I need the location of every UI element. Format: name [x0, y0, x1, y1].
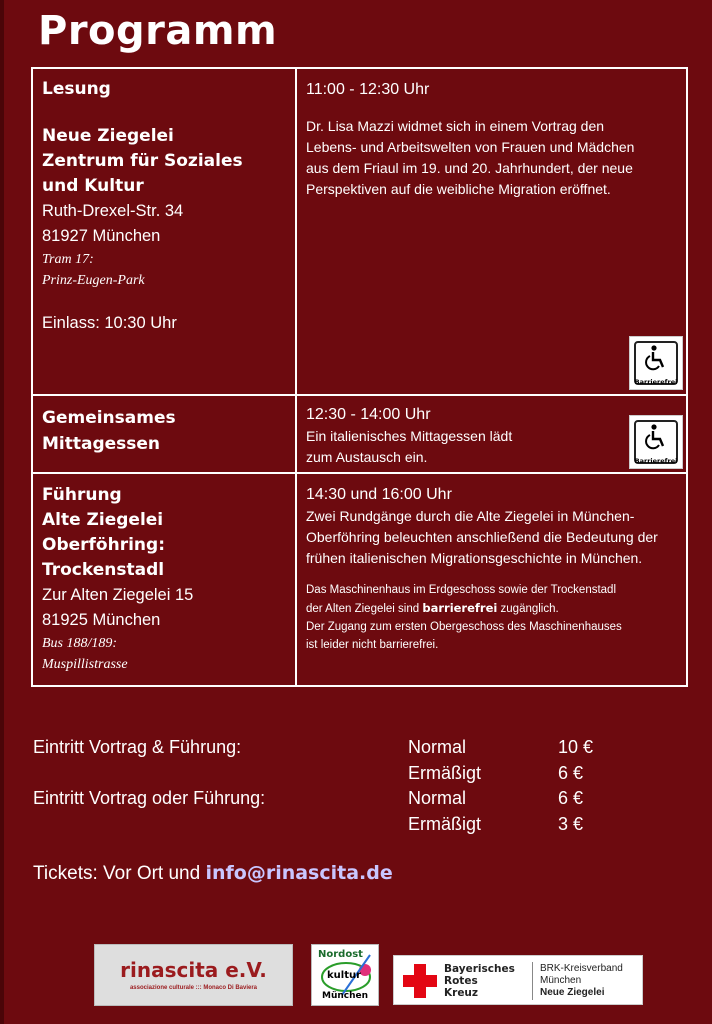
accessibility-note: ist leider nicht barrierefrei. — [306, 639, 439, 651]
brk-org-line: Rotes — [444, 975, 478, 987]
red-cross-icon — [403, 964, 437, 998]
transit-line: Muspillistrasse — [42, 657, 128, 672]
description-line: frühen italienischen Migrationsgeschichte in München. — [306, 550, 643, 566]
brk-logo — [393, 955, 643, 1005]
badge-label: Barrierefrei — [634, 457, 678, 465]
wheelchair-accessible-badge — [629, 336, 683, 390]
event-time: 12:30 - 14:00 Uhr — [306, 406, 431, 423]
description-line: Dr. Lisa Mazzi widmet sich in einem Vortrag den — [306, 118, 605, 134]
event-heading: Führung — [42, 485, 122, 505]
logo-divider — [532, 962, 533, 1000]
page-title: Programm — [38, 8, 278, 54]
address-line: 81925 München — [42, 611, 161, 629]
price-amount: 3 € — [558, 814, 584, 834]
tickets-text: Tickets: Vor Ort und — [33, 863, 206, 884]
accessibility-note: Das Maschinenhaus im Erdgeschoss sowie der Trockenstadl — [306, 584, 617, 596]
description-line: Ein italienisches Mittagessen lädt — [306, 428, 513, 444]
transit-line: Tram 17: — [42, 252, 94, 267]
accessibility-note — [306, 599, 686, 618]
mittagessen-info-cell — [42, 405, 292, 469]
brk-unit-name — [540, 963, 623, 999]
description-line: Zwei Rundgänge durch die Alte Ziegelei in München- — [306, 508, 635, 524]
nordost-middle-text: kultur — [327, 970, 362, 981]
wheelchair-icon — [636, 422, 676, 452]
description-line: Perspektiven auf die weibliche Migration eröffnet. — [306, 181, 611, 197]
brk-org-line: Bayerisches — [444, 963, 515, 975]
transit-line: Prinz-Eugen-Park — [42, 273, 145, 288]
column-divider — [295, 69, 297, 685]
note-emphasis: barrierefrei — [422, 601, 498, 615]
rinascita-logo — [94, 944, 293, 1006]
row-divider — [33, 472, 686, 474]
event-heading: Lesung — [42, 79, 111, 99]
admission-time: Einlass: 10:30 Uhr — [42, 314, 177, 332]
page-edge — [0, 0, 4, 1024]
description-line: aus dem Friaul im 19. und 20. Jahrhundert, der neue — [306, 160, 633, 176]
brk-unit-line: Neue Ziegelei — [540, 987, 605, 998]
rinascita-name: rinascita e.V. — [120, 958, 267, 982]
venue-line: und Kultur — [42, 176, 144, 196]
mittagessen-details-cell — [306, 404, 626, 470]
venue-line: Trockenstadl — [42, 560, 165, 580]
accessibility-note: Der Zugang zum ersten Obergeschoss des Maschinenhauses — [306, 621, 622, 633]
price-amount: 10 € — [558, 737, 594, 757]
price-label: Eintritt Vortrag & Führung: — [33, 737, 242, 757]
price-tier: Normal — [408, 788, 467, 808]
email-link[interactable]: info@rinascita.de — [205, 862, 393, 884]
nordost-kultur-logo — [311, 944, 379, 1006]
event-heading: Mittagessen — [42, 434, 161, 454]
event-time: 14:30 und 16:00 Uhr — [306, 486, 452, 503]
row-divider — [33, 394, 686, 396]
wheelchair-icon — [636, 343, 676, 373]
brk-unit-line: München — [540, 975, 582, 986]
address-line: 81927 München — [42, 227, 161, 245]
venue-line: Oberföhring: — [42, 535, 165, 555]
description-line: Lebens- und Arbeitswelten von Frauen und Mädchen — [306, 139, 635, 155]
tickets-line — [33, 862, 393, 885]
nordost-top-text: Nordost — [318, 949, 363, 960]
venue-line: Zentrum für Soziales — [42, 151, 243, 171]
note-text: zugänglich. — [497, 603, 559, 615]
venue-line: Neue Ziegelei — [42, 126, 174, 146]
price-tier: Ermäßigt — [408, 814, 482, 834]
rinascita-tagline: associazione culturale ::: Monaco Di Baviera — [129, 985, 258, 991]
wheelchair-accessible-badge — [629, 415, 683, 469]
price-label: Eintritt Vortrag oder Führung: — [33, 788, 266, 808]
fuehrung-info-cell — [42, 483, 292, 683]
brk-org-line: Kreuz — [444, 987, 479, 999]
lesung-info-cell — [42, 77, 292, 392]
address-line: Ruth-Drexel-Str. 34 — [42, 202, 184, 220]
price-amount: 6 € — [558, 788, 584, 808]
event-heading: Gemeinsames — [42, 408, 176, 428]
price-amount: 6 € — [558, 763, 584, 783]
badge-label: Barrierefrei — [634, 378, 678, 386]
address-line: Zur Alten Ziegelei 15 — [42, 586, 194, 604]
price-tier: Normal — [408, 737, 467, 757]
program-table — [31, 67, 688, 687]
note-text: der Alten Ziegelei sind — [306, 603, 423, 615]
brk-org-name — [444, 963, 515, 999]
venue-line: Alte Ziegelei — [42, 510, 164, 530]
event-time: 11:00 - 12:30 Uhr — [306, 81, 430, 98]
nordost-bottom-text: München — [322, 991, 369, 1001]
description-line: Oberföhring beleuchten anschließend die Bedeutung der — [306, 529, 658, 545]
price-tier: Ermäßigt — [408, 763, 482, 783]
brk-unit-line: BRK-Kreisverband — [540, 963, 623, 974]
fuehrung-details-cell — [306, 484, 686, 684]
transit-line: Bus 188/189: — [42, 636, 118, 651]
description-line: zum Austausch ein. — [306, 449, 428, 465]
